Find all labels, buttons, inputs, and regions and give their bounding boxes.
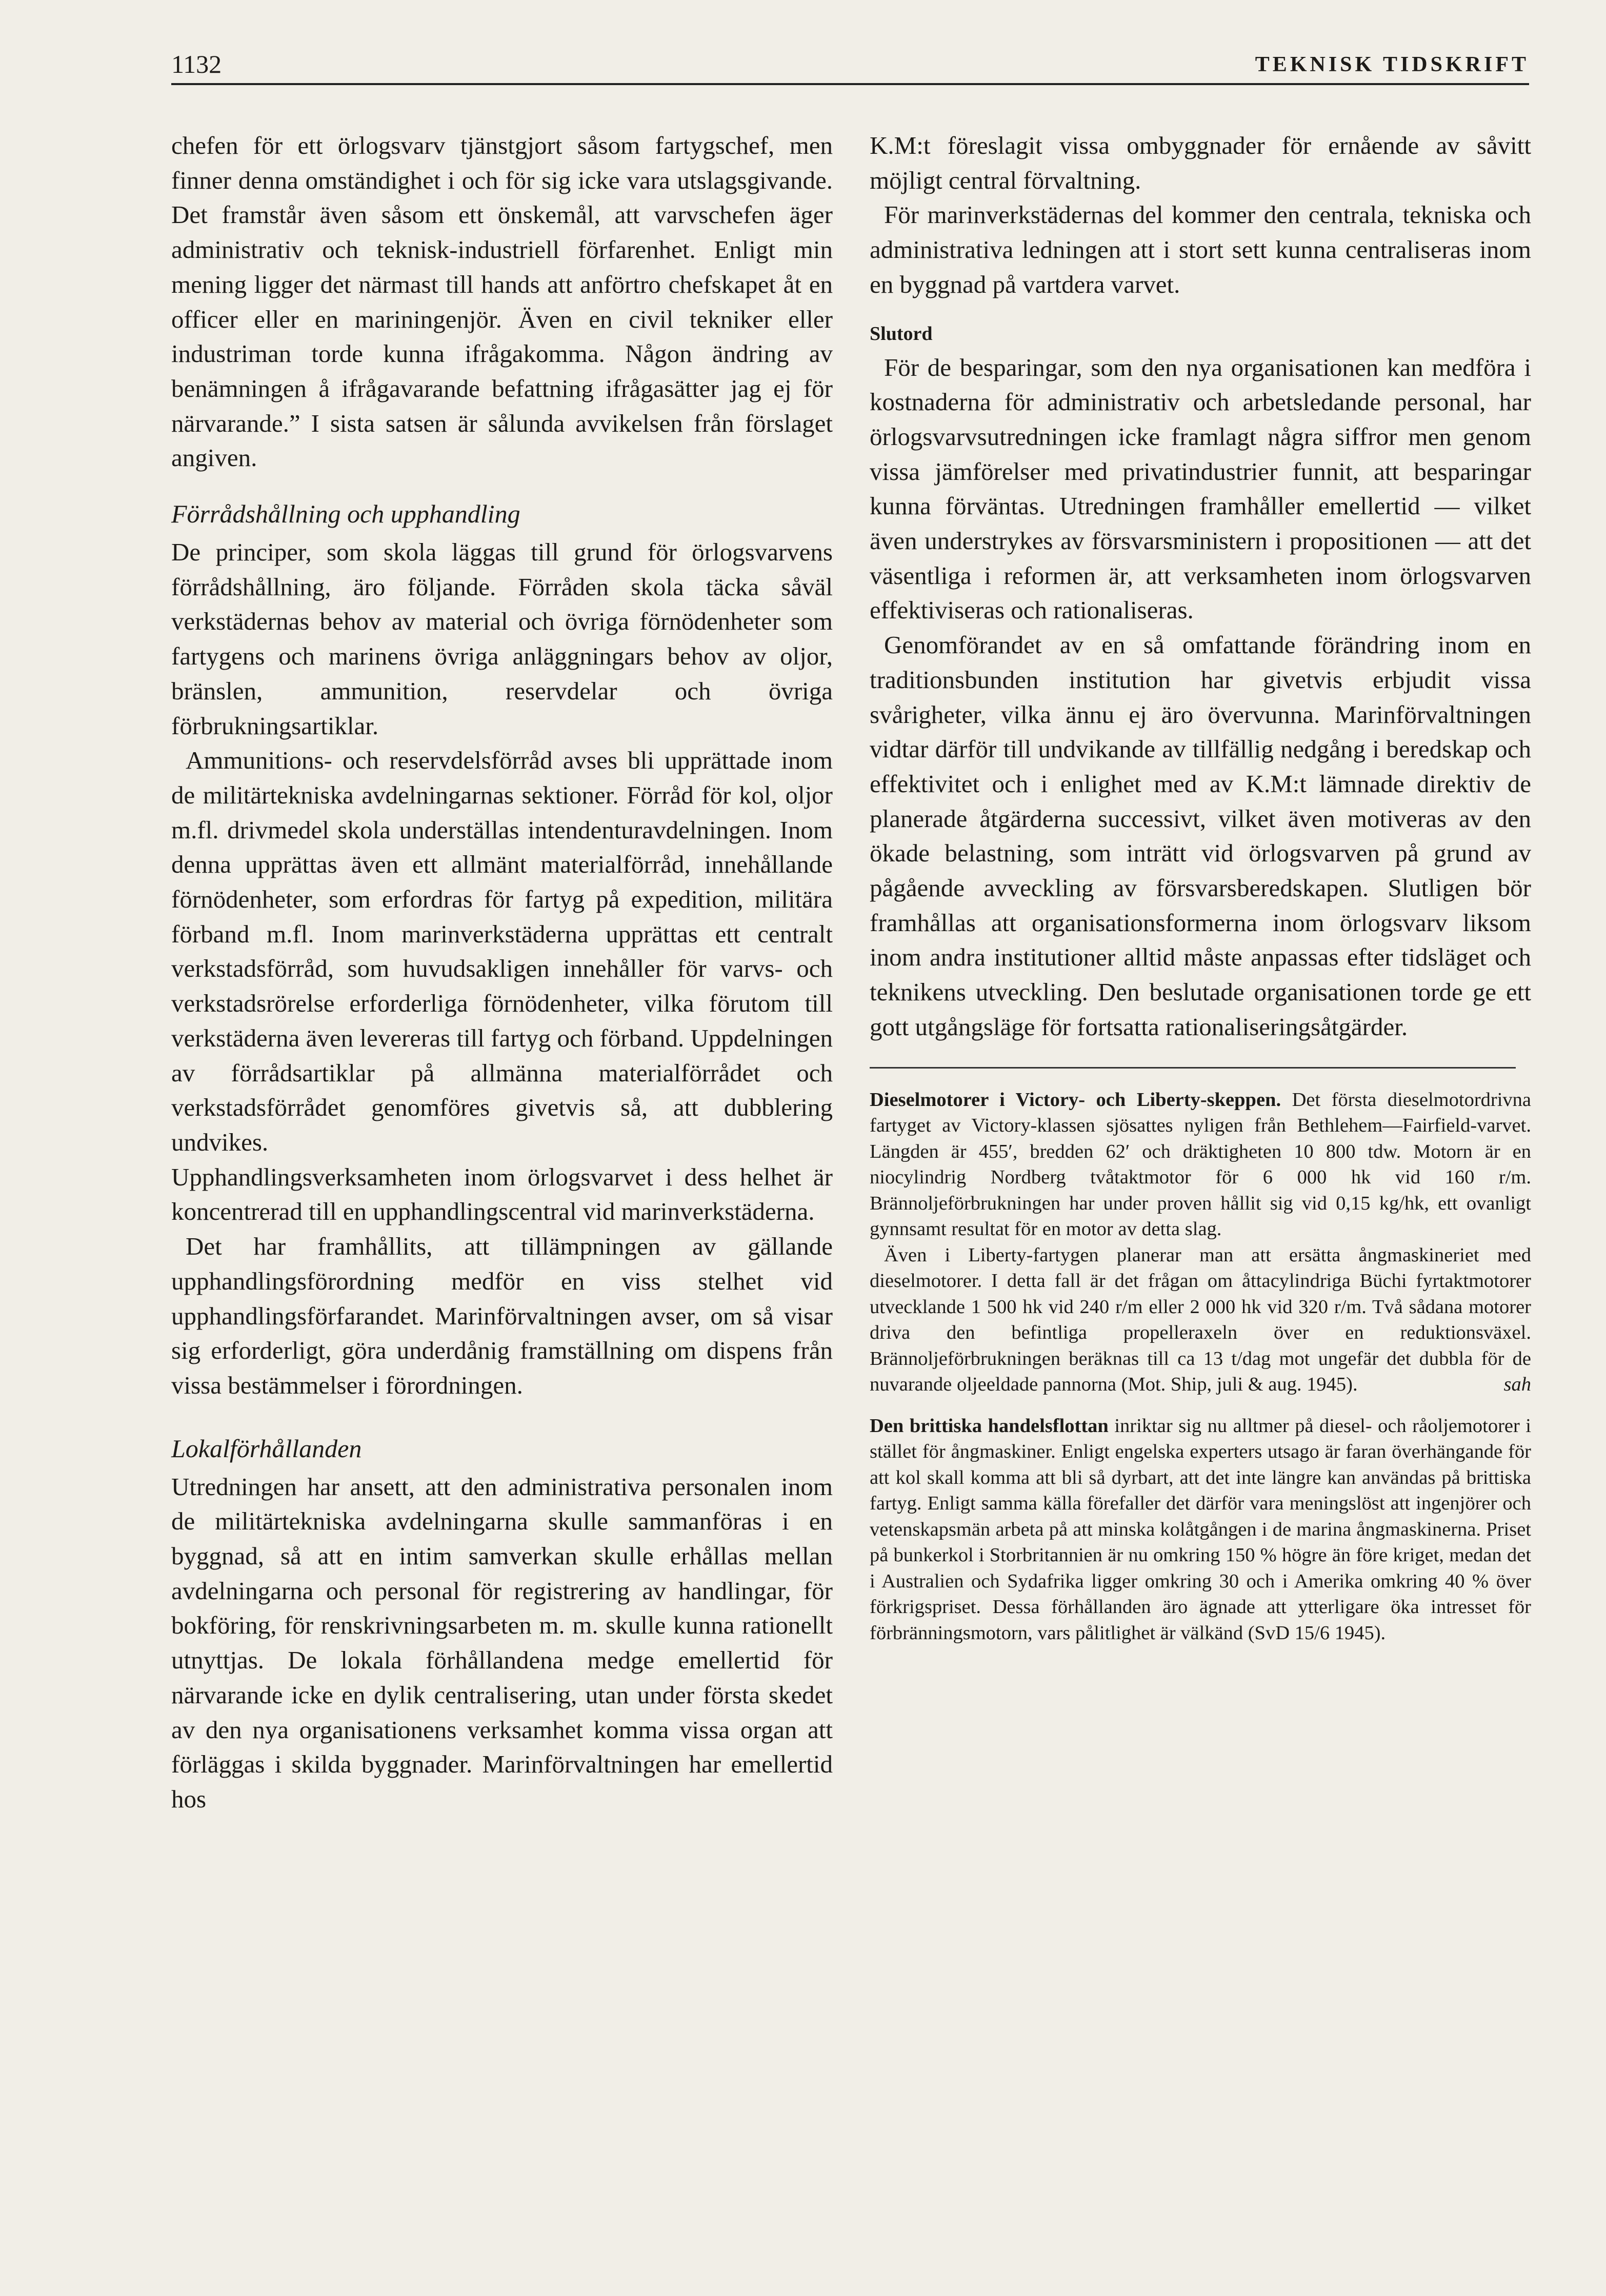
paragraph: chefen för ett örlogsvarv tjänstgjort såsom fartygschef, men finner denna omständighet i och för sig icke vara utslagsgivande. Det framstår även såsom ett önskemål, att varvschefen äger administrativ och teknisk-industriell förfarenhet. Enligt min mening ligger det närmast till hands att anförtro chefskapet åt en officer eller en mariningenjör. Även en civil tekniker eller industriman torde kunna ifrågakomma. Någon ändring av benämningen å ifrågavarande befattning ifrågasätter jag ej för närvarande.” I sista satsen är sålunda avvikelsen från förslaget angiven. — [171, 131, 833, 472]
section-heading: Slutord — [870, 323, 933, 345]
news-note-fleet — [870, 1413, 1531, 1646]
left-column — [171, 128, 833, 1817]
note-lead: Dieselmotorer i Victory- och Liberty-skeppen. — [870, 1089, 1281, 1111]
page-header — [171, 40, 1529, 85]
journal-title: TEKNISK TIDSKRIFT — [1255, 53, 1529, 76]
page-number: 1132 — [171, 50, 222, 78]
note-text: Även i Liberty-fartygen planerar man att ersätta ångmaskineriet med dieselmotorer. I detta fall är det frågan om åttacylindriga Büchi fyrtaktmotorer utvecklande 1 500 hk vid 240 r/m eller 2 000 hk vid 320 r/m. Två sådana motorer driva den befintliga propelleraxeln över en reduktionsväxel. Brännoljeförbrukningen beräknas till ca 13 t/dag mot ungefär det dubbla för de nuvarande oljeeldade pannorna (Mot. Ship, juli & aug. 1945). — [870, 1244, 1531, 1396]
paragraph: Genomförandet av en så omfattande förändring inom en traditionsbunden institution har givetvis erbjudit vissa svårigheter, vilka ännu ej äro övervunna. Marinförvaltningen vidtar därför till undvikande av tillfällig nedgång i beredskap och effektivitet och i enlighet med av K.M:t lämnade direktiv de planerade åtgärderna successivt, vilket även motiveras av den ökade belastning, som inträtt vid örlogsvarven på grund av pågående avveckling av försvarsberedskapen. Slutligen bör framhållas att organisationsformerna inom örlogsvarv liksom inom andra institutioner alltid måste anpassas efter tidsläget och teknikens utveckling. Den beslutade organisationen torde ge ett gott utgångsläge för fortsatta rationaliseringsåtgärder. — [870, 631, 1531, 1041]
right-column — [870, 128, 1531, 1646]
news-note-diesel-cont — [870, 1242, 1531, 1398]
paragraph: Utredningen har ansett, att den administrativa personalen inom de militärtekniska avdelningarna skulle sammanföras i en byggnad, så att en intim samverkan skulle erhållas mellan avdelningarna och personal för registrering av handlingar, för bokföring, för renskrivningsarbeten m. m. skulle kunna rationellt utnyttjas. De lokala förhållandena medge emellertid för närvarande icke en dylik centralisering, utan under första skedet av den nya organisationens verksamhet komma vissa organ att förläggas i skilda byggnader. Marinförvaltningen har emellertid hos — [171, 1472, 833, 1813]
paragraph: Det har framhållits, att tillämpningen av gällande upphandlingsförordning medför en viss stelhet vid upphandlingsförfarandet. Marinförvaltningen avser, om så visar sig erforderligt, göra underdånig framställning om dispens från vissa bestämmelser i förordningen. — [171, 1232, 833, 1399]
news-notes — [870, 1087, 1531, 1646]
news-note-diesel — [870, 1087, 1531, 1242]
note-lead: Den brittiska handelsflottan — [870, 1415, 1109, 1437]
paragraph: De principer, som skola läggas till grund för örlogsvarvens förrådshållning, äro följande. Förråden skola täcka såväl verkstädernas behov av material och övriga förnödenheter som fartygens och marinens övriga anläggningars behov av oljor, bränslen, ammunition, reservdelar och övriga förbrukningsartiklar. — [171, 538, 833, 740]
note-text: Det första dieselmotordrivna fartyget av Victory-klassen sjösattes nyligen från Bethlehem—Fairfield-varvet. Längden är 455′, bredden 62′ och dräktigheten 10 800 tdw. Motorn är en niocylindrig Nordberg tvåtaktmotor för 6 000 hk vid 160 r/m. Brännoljeförbrukningen har under proven hållit sig vid 0,15 kg/hk, ett ovanligt gynnsamt resultat för en motor av detta slag. — [870, 1089, 1531, 1240]
note-text: inriktar sig nu alltmer på diesel- och råoljemotorer i stället för ångmaskiner. Enligt engelska experters utsago är faran överhängande för att kol skall komma att bli så dyrbart, att det inte längre kan användas på brittiska fartyg. Enligt samma källa förefaller det därför vara meningslöst att ingenjörer och vetenskapsmän arbeta på att minska kolåtgången i de marina ångmaskinerna. Priset på bunkerkol i Storbritannien är nu omkring 150 % högre än före kriget, medan det i Australien och Sydafrika ligger omkring 30 och i Amerika omkring 40 % över förkrigspriset. Dessa förhållanden äro ägnade att ytterligare öka intresset för förbränningsmotorn, vars pålitlighet är välkänd (SvD 15/6 1945). — [870, 1415, 1532, 1644]
paragraph: Ammunitions- och reservdelsförråd avses bli upprättade inom de militärtekniska avdelningarnas sektioner. Förråd för kol, oljor m.fl. drivmedel skola underställas intendenturavdelningen. Inom denna upprättas även ett allmänt materialförråd, innehållande förnödenheter, som erfordras för fartyg på expedition, militära förband m.fl. Inom marinverkstäderna upprättas ett centralt verkstadsförråd, som huvudsakligen innehåller för varvs- och verkstadsrörelse erforderliga förnödenheter, vilka förutom till verkstäderna även levereras till fartyg och förband. Uppdelningen av förrådsartiklar på allmänna materialförrådet och verkstadsförrådet genomföres givetvis så, att dubblering undvikes. — [171, 746, 833, 1156]
paragraph: För de besparingar, som den nya organisationen kan medföra i kostnaderna för administrativ och arbetsledande personal, har örlogsvarvsutredningen icke framlagt några siffror men genom vissa jämförelser med privatindustrier funnit, att besparingar kunna förväntas. Utredningen framhåller emellertid — vilket även understrykes av försvarsministern i propositionen — att det väsentliga i reformen är, att verksamheten inom örlogsvarven effektiviseras och rationaliseras. — [870, 353, 1531, 625]
divider — [870, 1067, 1516, 1069]
paragraph: K.M:t föreslagit vissa ombyggnader för ernående av såvitt möjligt central förvaltning. — [870, 131, 1531, 194]
section-heading: Lokalförhållanden — [171, 1434, 362, 1463]
paragraph: Upphandlingsverksamheten inom örlogsvarvet i dess helhet är koncentrerad till en upphandlingscentral vid marinverkstäderna. — [171, 1162, 833, 1226]
section-heading: Förrådshållning och upphandling — [171, 499, 520, 529]
note-signature: sah — [1503, 1374, 1531, 1396]
paragraph: För marinverkstädernas del kommer den centrala, tekniska och administrativa ledningen att i stort sett kunna centraliseras inom en byggnad på vartdera varvet. — [870, 200, 1531, 298]
